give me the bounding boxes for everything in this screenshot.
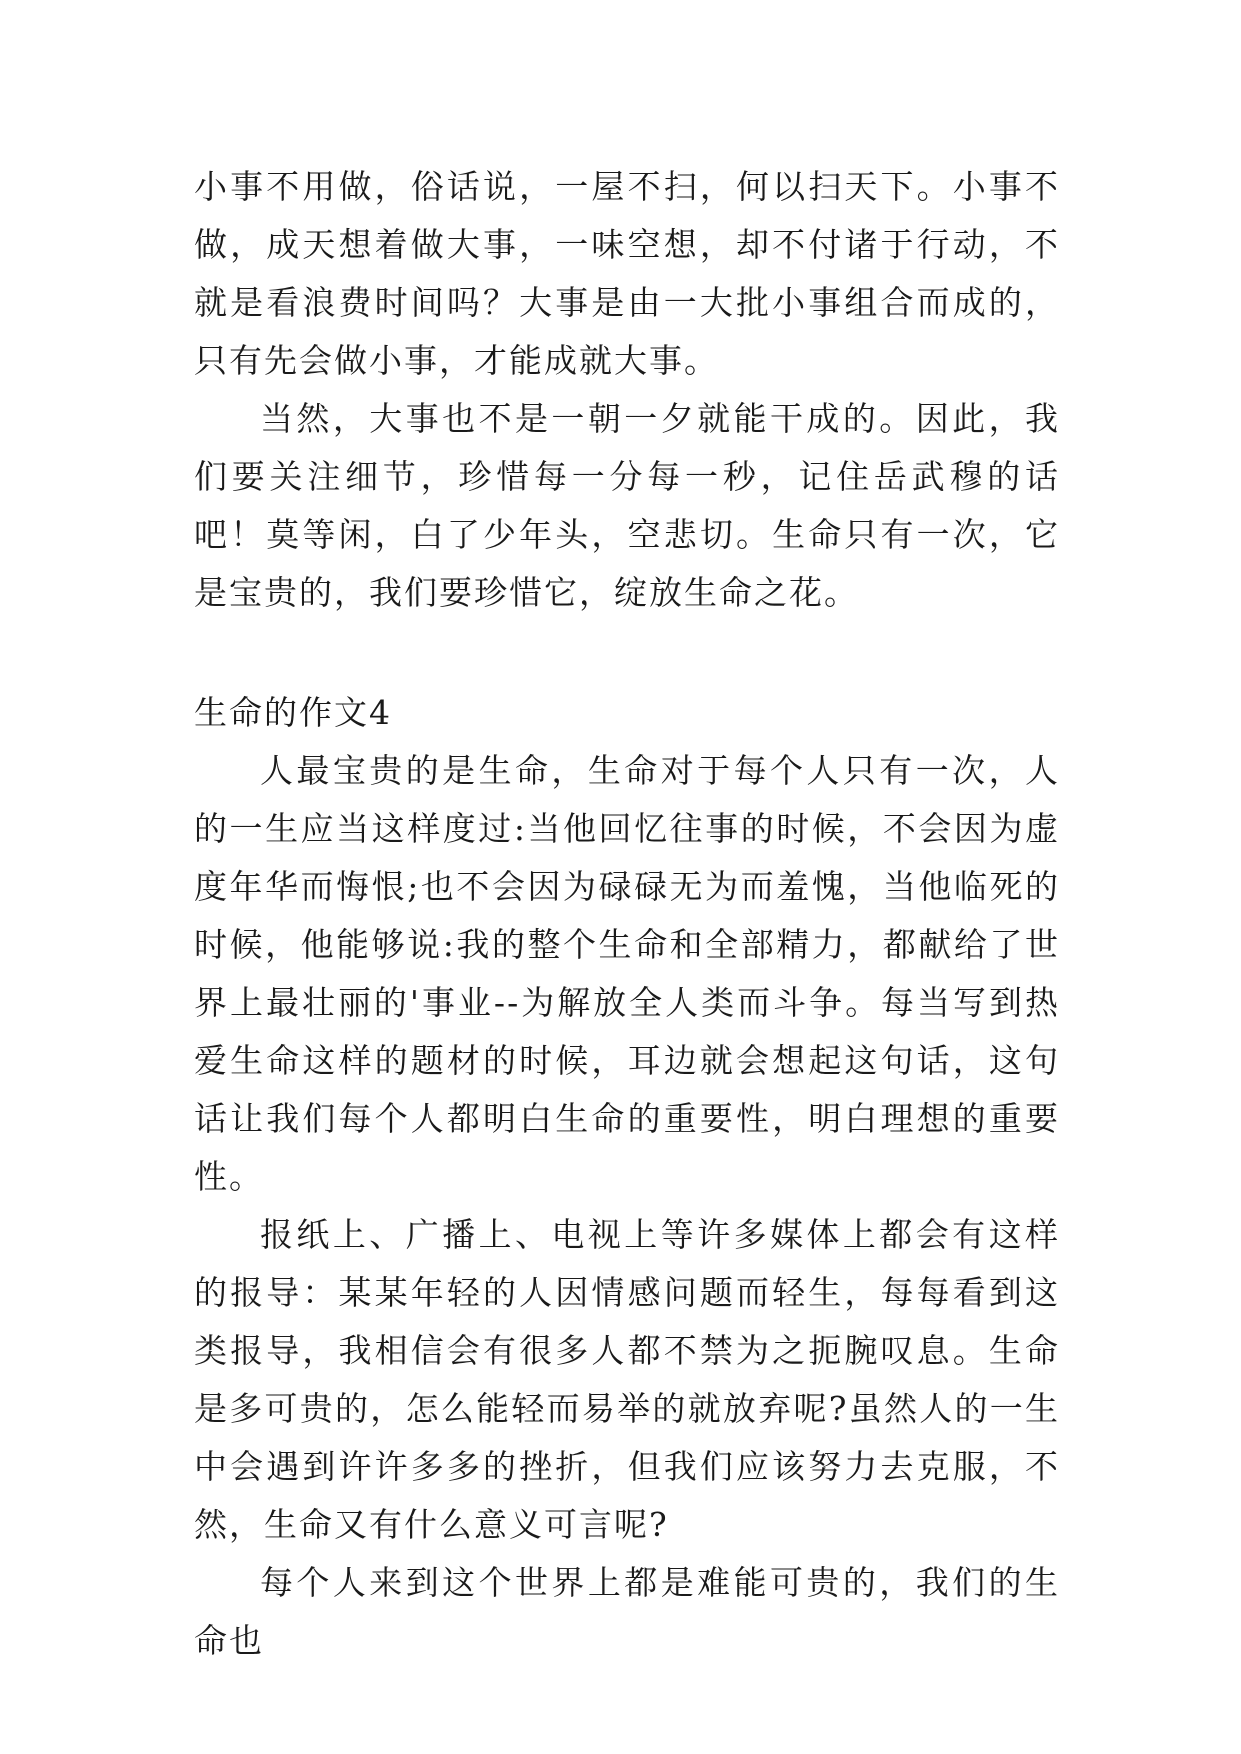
paragraph-life-precious: 人最宝贵的是生命，生命对于每个人只有一次，人的一生应当这样度过:当他回忆往事的时候，不会因为虚度年华而悔恨;也不会因为碌碌无为而羞愧，当他临死的时候，他能够说:我的整个生命和全部精力，都献给了世界上最壮丽的'事业--为解放全人类而斗争。每当写到热爱生命这样的题材的时候，耳边就会想起这句话，这句话让我们每个人都明白生命的重要性，明白理想的重要性。 [194, 751, 1060, 1196]
paragraph-cherish-time: 当然，大事也不是一朝一夕就能干成的。因此，我们要关注细节，珍惜每一分每一秒，记住岳武穆的话吧！莫等闲，白了少年头，空悲切。生命只有一次，它是宝贵的，我们要珍惜它，绽放生命之花。 [194, 399, 1060, 612]
paragraph-news-reports: 报纸上、广播上、电视上等许多媒体上都会有这样的报导：某某年轻的人因情感问题而轻生，每每看到这类报导，我相信会有很多人都不禁为之扼腕叹息。生命是多可贵的，怎么能轻而易举的就放弃呢?虽然人的一生中会遇到许许多多的挫折，但我们应该努力去克服，不然，生命又有什么意义可言呢? [194, 1215, 1060, 1544]
paragraph-everyone-precious: 每个人来到这个世界上都是难能可贵的，我们的生命也 [194, 1563, 1060, 1660]
document-body [194, 158, 1060, 1670]
section-heading: 生命的作文4 [194, 693, 392, 732]
paragraph-small-things: 小事不用做，俗话说，一屋不扫，何以扫天下。小事不做，成天想着做大事，一味空想，却不付诸于行动，不就是看浪费时间吗？大事是由一大批小事组合而成的，只有先会做小事，才能成就大事。 [194, 167, 1060, 380]
